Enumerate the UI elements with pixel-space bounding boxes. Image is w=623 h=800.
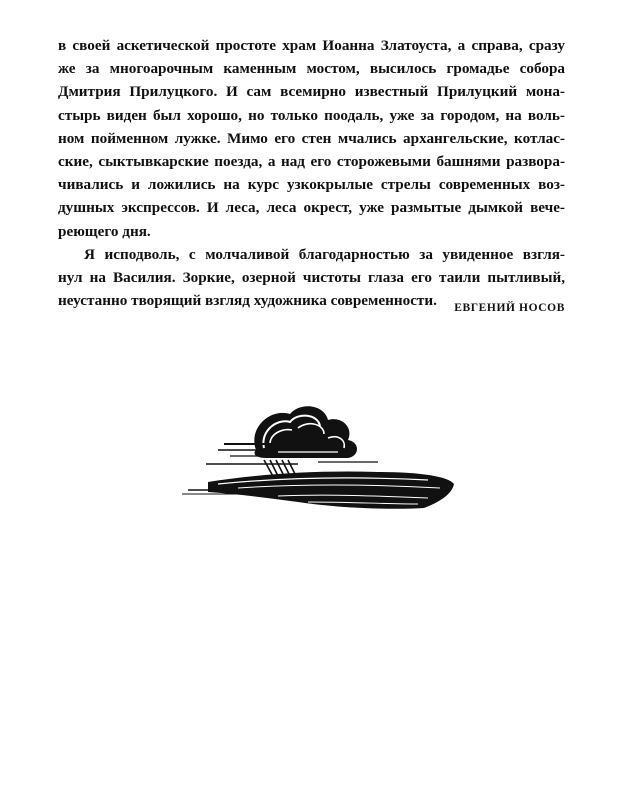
cloud-landscape-vignette — [178, 398, 456, 518]
text-line: ном пойменном лужке. Мимо его стен мчались архангельские, котлас- — [58, 129, 565, 147]
text-line: чивались и ложились на курс узкокрылые стрелы современных воз- — [58, 176, 565, 194]
paragraph-1 — [58, 34, 565, 243]
text-line: в своей аскетической простоте храм Иоанна Златоуста, а справа, сразу — [58, 37, 565, 54]
text-line: же за многоарочным каменным мостом, высилось громадье собора — [58, 60, 565, 78]
text-line: неустанно творящий взгляд художника современности. — [58, 292, 437, 310]
text-line: Я исподволь, с молчаливой благодарностью за увиденное взгля- — [84, 245, 565, 263]
article-body — [58, 34, 565, 312]
text-line: стырь виден был хорошо, но только поодаль, уже за городом, на воль- — [58, 106, 565, 124]
cloud-illustration — [218, 406, 357, 458]
text-line: душных экспрессов. И леса, леса окрест, уже размытые дымкой вече- — [58, 199, 565, 217]
land-illustration — [208, 471, 454, 508]
text-line: реющего дня. — [58, 222, 151, 240]
text-line: Дмитрия Прилуцкого. И сам всемирно известный Прилуцкий мона- — [58, 83, 565, 101]
text-line: нул на Василия. Зоркие, озерной чистоты глаза его таили пытливый, — [58, 269, 565, 287]
text-line: ские, сыктывкарские поезда, а над его сторожевыми башнями развора- — [58, 153, 565, 171]
author-signature: ЕВГЕНИЙ НОСОВ — [454, 302, 565, 314]
